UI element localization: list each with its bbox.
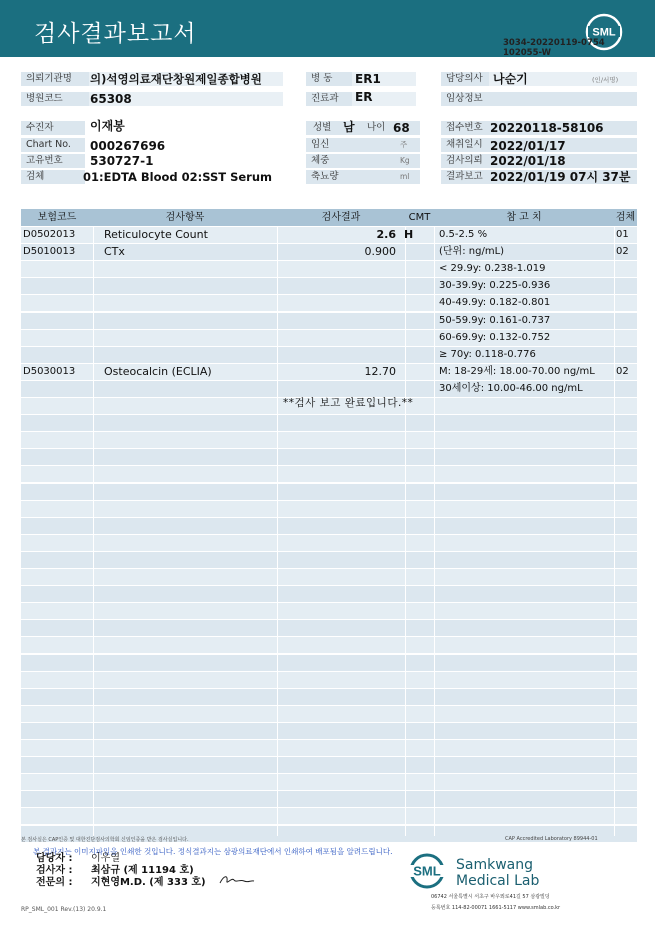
manager-value: 이우열	[91, 853, 120, 864]
institution-value: 의)석영의료재단창원제일종합병원	[90, 72, 262, 86]
cell-code: D5030013	[23, 365, 76, 377]
clinical-label: 임상정보	[441, 92, 637, 106]
table-row-stripe	[21, 723, 637, 739]
table-row-stripe	[21, 484, 637, 500]
table-row-stripe	[21, 415, 637, 431]
table-row-stripe	[21, 347, 637, 363]
table-row-stripe	[21, 569, 637, 585]
specimen-label: 검체	[21, 170, 85, 184]
form-code: RP_SML_001 Rev.(13) 20.9.1	[21, 906, 107, 913]
col-divider	[614, 226, 615, 836]
col-divider	[434, 226, 435, 836]
table-row-stripe	[21, 501, 637, 517]
table-row-stripe	[21, 740, 637, 756]
table-row-stripe	[21, 672, 637, 688]
cell-ref: < 29.9y: 0.238-1.019	[439, 263, 546, 275]
tester-label: 검사자 :	[36, 865, 73, 876]
table-row-stripe	[21, 808, 637, 824]
report-label: 결과보고	[441, 170, 637, 184]
table-row-stripe	[21, 603, 637, 619]
chart-value: 000267696	[90, 139, 166, 153]
urine-label: 축뇨량	[306, 170, 420, 184]
cell-spec: 01	[616, 229, 629, 240]
th-item: 검사항목	[165, 212, 205, 223]
cell-ref: 30세이상: 10.00-46.00 ng/mL	[439, 382, 583, 394]
sex-value: 남	[343, 120, 355, 134]
cell-ref: 30-39.9y: 0.225-0.936	[439, 280, 551, 292]
manager-label: 담당자 :	[36, 853, 73, 864]
specimen-value: 01:EDTA Blood 02:SST Serum	[83, 170, 273, 184]
brand-line1: Samkwang	[456, 857, 533, 873]
cell-cmt: H	[404, 228, 414, 241]
notice-text: 본 결과지는 이미지파일을 인쇄한 것입니다. 정식결과지는 삼광의료재단에서 인쇄하여 배포됨을 알려드립니다.	[33, 847, 393, 856]
th-ref: 참 고 치	[506, 212, 542, 223]
svg-text:SML: SML	[413, 863, 441, 879]
ward-label: 병 동	[306, 72, 352, 86]
cell-ref: 40-49.9y: 0.182-0.801	[439, 297, 551, 309]
th-spec: 검체	[615, 212, 636, 223]
table-row-stripe	[21, 466, 637, 482]
doctor-value: 나순기	[493, 72, 528, 86]
pregnancy-label: 임신	[306, 138, 420, 152]
table-row-stripe	[21, 774, 637, 790]
institution-label: 의뢰기관명	[21, 72, 89, 86]
table-row-stripe	[21, 620, 637, 636]
dept-value: ER	[355, 90, 373, 104]
cell-item: Osteocalcin (ECLIA)	[104, 364, 212, 378]
sml-footer-logo-icon	[405, 852, 453, 890]
brand-line2: Medical Lab	[456, 873, 540, 889]
hospital-code-value: 65308	[90, 92, 132, 106]
table-row-stripe	[21, 637, 637, 653]
cell-result: 12.70	[364, 364, 396, 378]
cell-ref: 50-59.9y: 0.161-0.737	[439, 314, 551, 326]
age-value: 68	[393, 121, 410, 135]
cell-result: 0.900	[364, 245, 396, 259]
dept-label: 진료과	[306, 92, 352, 106]
table-row-stripe	[21, 552, 637, 568]
sex-label: 성별	[313, 122, 332, 133]
table-row-stripe	[21, 706, 637, 722]
logo-text: SML	[592, 26, 616, 39]
report-value: 2022/01/19 07시 37분	[490, 170, 631, 184]
completion-message: **검사 보고 완료입니다.**	[283, 397, 414, 409]
cell-spec: 02	[616, 365, 629, 377]
col-divider	[405, 226, 406, 836]
receipt-label: 접수번호	[441, 121, 637, 135]
address-line: 06742 서울특별시 서초구 바우뫼로41길 57 삼광빌딩	[431, 894, 550, 900]
doctor-seal: (인/서명)	[592, 76, 619, 84]
col-divider	[93, 226, 94, 836]
doctor-label: 담당의사	[441, 72, 489, 86]
cell-result: 2.6	[376, 228, 396, 241]
table-row-stripe	[21, 535, 637, 551]
brand-name	[456, 857, 539, 889]
hospital-code-label: 병원코드	[21, 92, 89, 106]
chart-label: Chart No.	[21, 138, 85, 152]
fine-print: 본 검사실은 CAP인증 및 대한진단검사의학회 신임인증을 받은 검사실입니다.	[21, 837, 189, 843]
contact-line: 등록번호 114-82-00071 1661-5117 www.smlab.co.kr	[431, 905, 561, 911]
col-divider	[277, 226, 278, 836]
cell-item: CTx	[104, 245, 125, 259]
doc-number-line2: 102055-W	[503, 48, 552, 58]
table-row-stripe	[21, 586, 637, 602]
table-row-stripe	[21, 757, 637, 773]
table-row-stripe	[21, 449, 637, 465]
weight-unit: Kg	[400, 156, 410, 165]
cap-text: CAP Accredited Laboratory 89944-01	[505, 836, 598, 842]
weight-label: 체중	[306, 154, 420, 168]
table-row-stripe	[21, 518, 637, 534]
results-table-header	[21, 209, 637, 226]
report-title: 검사결과보고서	[34, 21, 197, 47]
patient-value: 이재봉	[90, 119, 125, 133]
cell-ref: (단위: ng/mL)	[439, 246, 505, 258]
cell-ref: 60-69.9y: 0.132-0.752	[439, 331, 551, 343]
urine-unit: ml	[400, 172, 410, 181]
receipt-value: 20220118-58106	[490, 121, 604, 135]
id-value: 530727-1	[90, 154, 154, 168]
table-row-stripe	[21, 432, 637, 448]
th-result: 검사결과	[321, 212, 361, 223]
request-label: 검사의뢰	[441, 154, 637, 168]
collect-label: 채취일시	[441, 138, 637, 152]
th-cmt: CMT	[408, 212, 431, 223]
cell-item: Reticulocyte Count	[104, 228, 208, 241]
table-row-stripe	[21, 655, 637, 671]
specialist-value: 지현영M.D. (제 333 호)	[91, 877, 206, 888]
patient-label: 수진자	[21, 121, 85, 135]
table-row-stripe	[21, 689, 637, 705]
specialist-label: 전문의 :	[36, 877, 73, 888]
th-code: 보험코드	[37, 212, 77, 223]
pregnancy-unit: 주	[400, 140, 408, 149]
cell-code: D5010013	[23, 246, 76, 258]
cell-code: D0502013	[23, 229, 76, 240]
request-value: 2022/01/18	[490, 154, 566, 168]
id-label: 고유번호	[21, 154, 85, 168]
cell-ref: M: 18-29세: 18.00-70.00 ng/mL	[439, 365, 595, 377]
collect-value: 2022/01/17	[490, 139, 566, 153]
age-label: 나이	[367, 122, 386, 133]
doc-number-line1: 3034-20220119-0754	[503, 38, 605, 48]
signature-icon	[218, 871, 256, 887]
cell-ref: 0.5-2.5 %	[439, 229, 488, 240]
document-number	[503, 38, 605, 58]
tester-value: 최삼규 (제 11194 호)	[91, 865, 194, 876]
address-block	[431, 892, 560, 914]
cell-ref: ≥ 70y: 0.118-0.776	[439, 348, 536, 360]
cell-spec: 02	[616, 246, 629, 258]
ward-value: ER1	[355, 72, 381, 86]
table-row-stripe	[21, 791, 637, 807]
